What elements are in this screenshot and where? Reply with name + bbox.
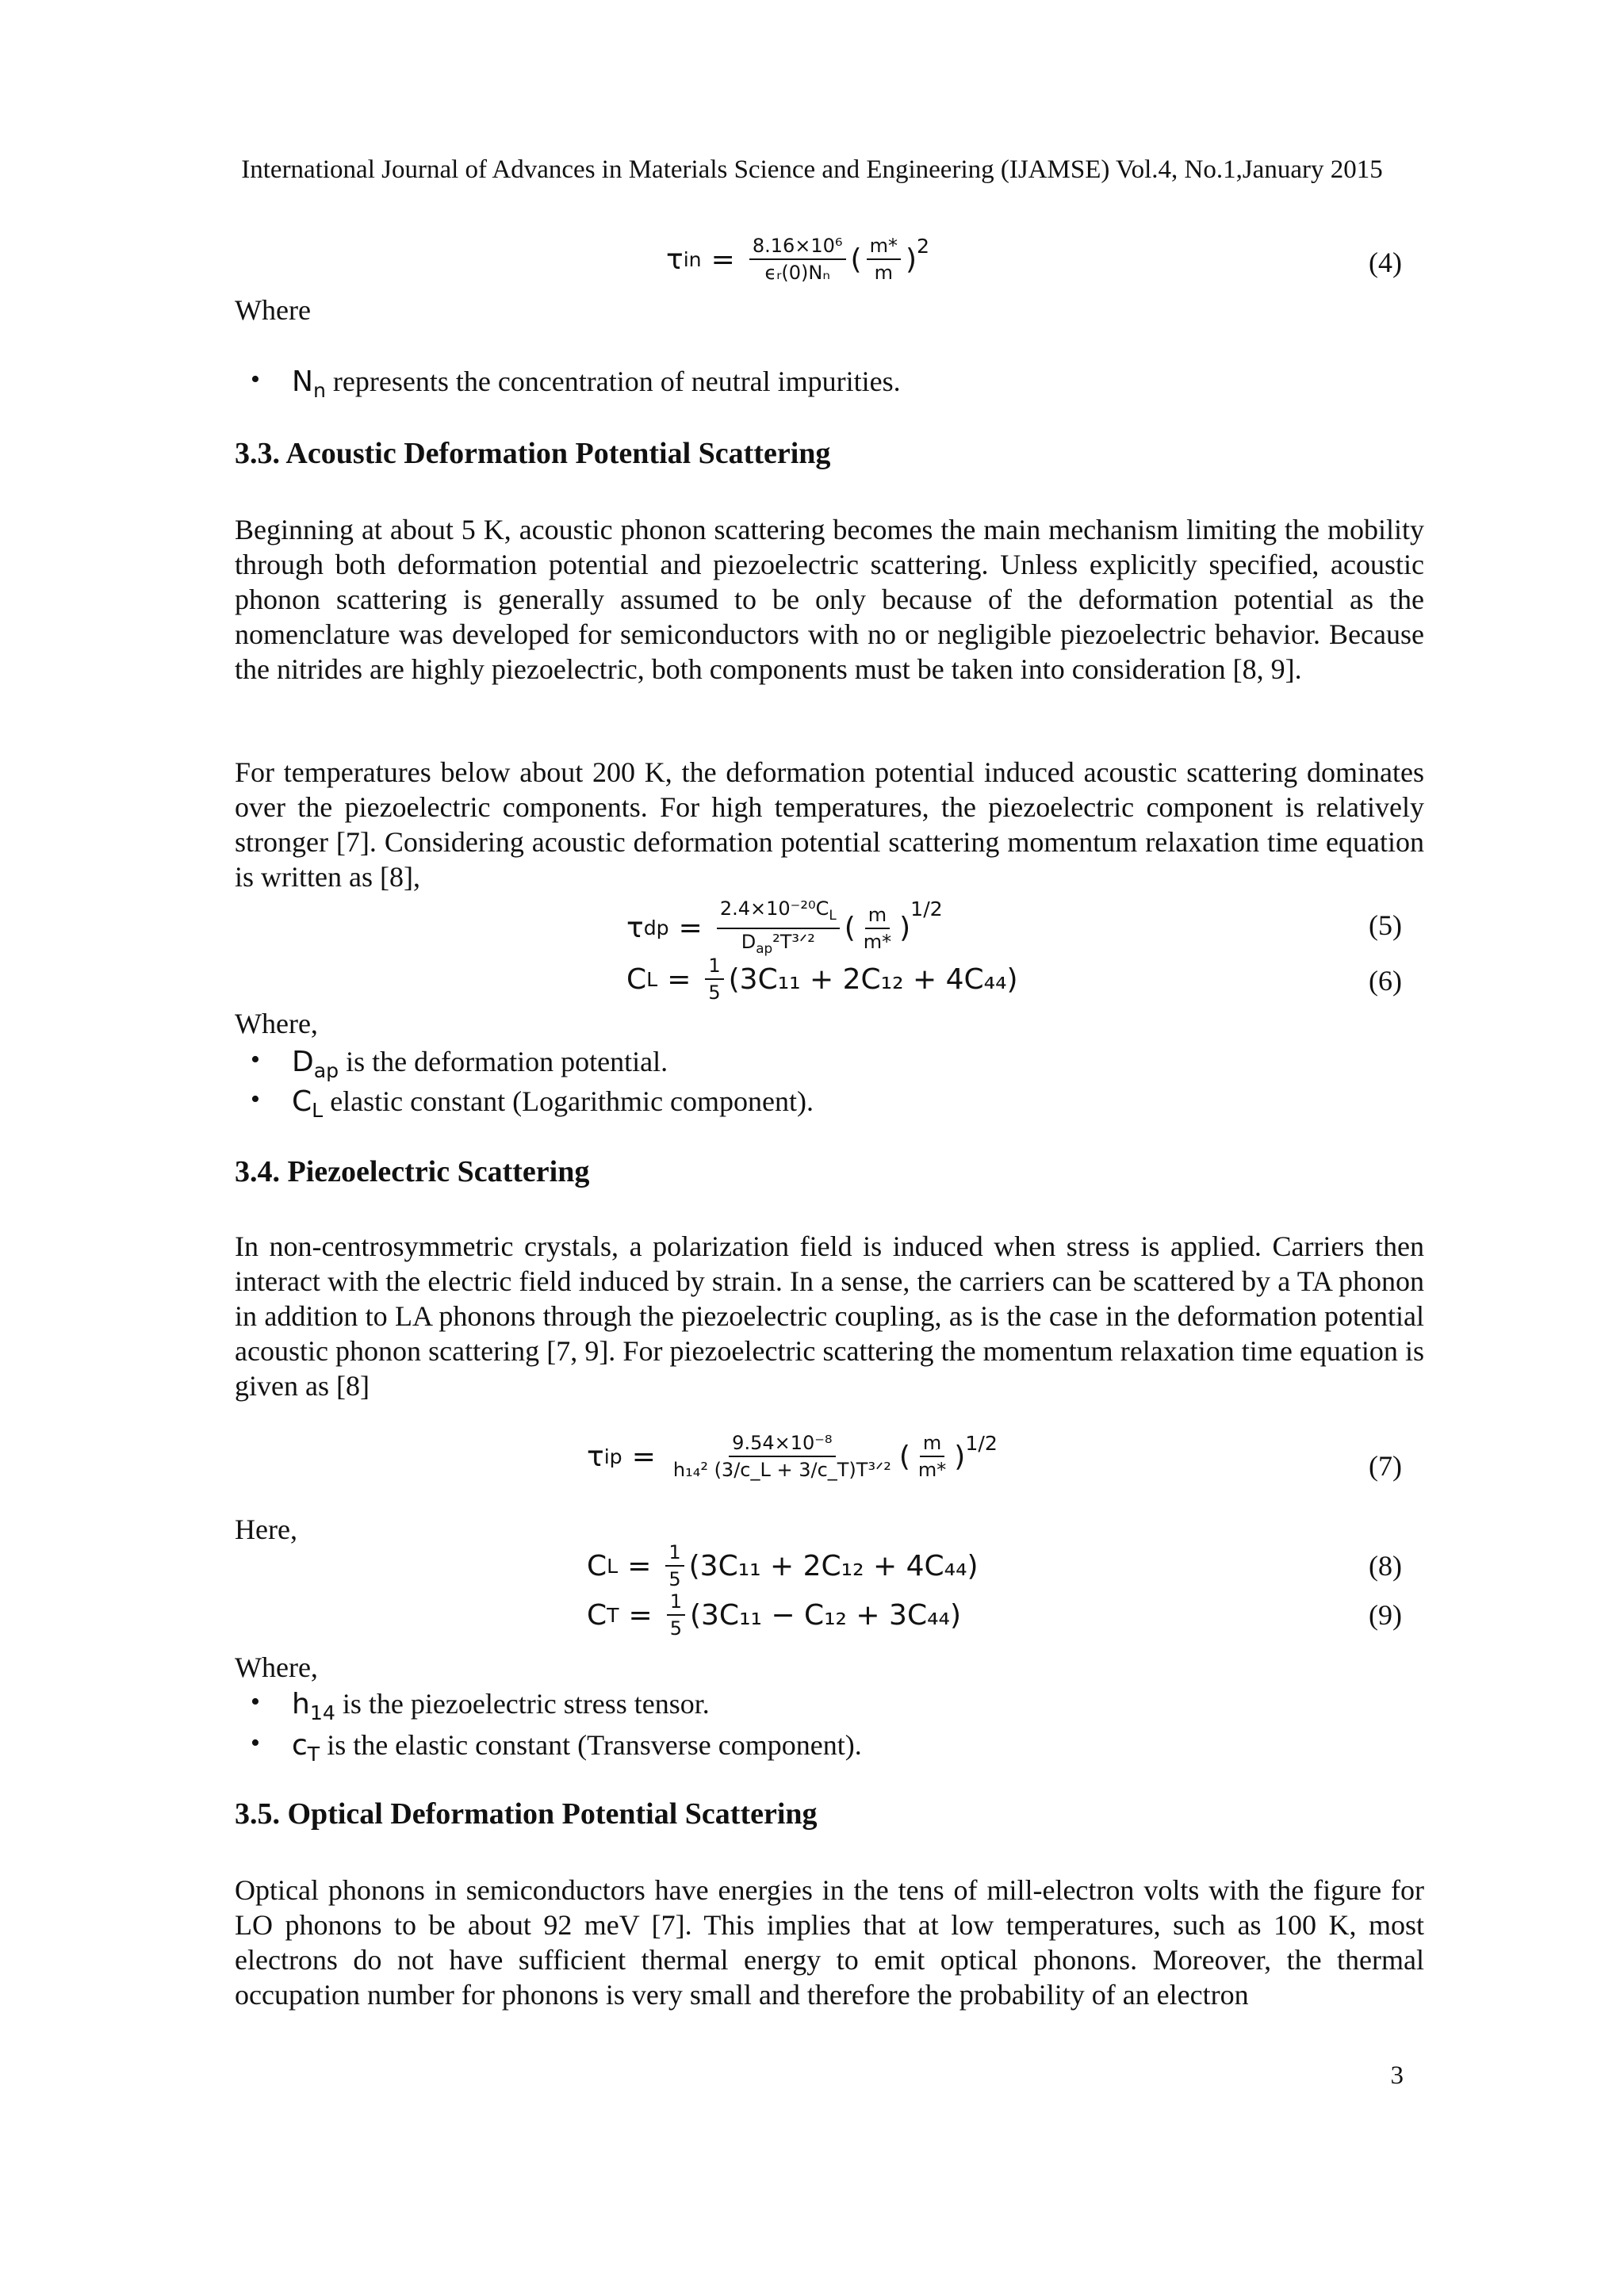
symbol-ct-sub: T xyxy=(307,1743,320,1766)
eq5-lhs-sub: dp xyxy=(643,916,669,940)
eq6-lhs: C xyxy=(626,962,647,996)
bullet-piezoelectric-tensor xyxy=(251,1687,710,1725)
bullet-dot: • xyxy=(251,1045,260,1074)
eq5-den-sub: ap xyxy=(756,939,773,956)
eq7-denominator: h₁₄² (3/c_L + 3/c_T)T³ᐟ² xyxy=(672,1459,891,1481)
eq7-numerator: 9.54×10⁻⁸ xyxy=(729,1432,835,1457)
equation-number-7: (7) xyxy=(1369,1450,1402,1482)
section-heading-3-4: 3.4. Piezoelectric Scattering xyxy=(235,1155,590,1188)
equation-number-6: (6) xyxy=(1369,965,1402,997)
equation-9: C T = $\frac{1}{5}$ (3C₁₁ − C₁₂ + 3C₄₄) xyxy=(587,1590,961,1640)
eq6-fraction xyxy=(705,955,723,1004)
eq4-paren-num: m* xyxy=(867,235,901,260)
paragraph-3-3-a: Beginning at about 5 K, acoustic phonon scattering becomes the main mechanism limiting the mobility through both deformation potential and piezoelectric scattering. Unless explicitly specified, acoustic phonon scattering is generally assumed to be only because of the deformation potential as the nomenclature was developed for semiconductors with no or negligible piezoelectric behavior. Because the nitrides are highly piezoelectric, both components must be taken into consideration [8, 9]. xyxy=(235,514,1424,685)
eq5-num-text: 2.4×10⁻²⁰C xyxy=(719,897,829,920)
eq9-lhs-sub: T xyxy=(607,1603,619,1627)
symbol-h14: h xyxy=(292,1688,310,1720)
eq4-exponent: 2 xyxy=(917,235,930,258)
eq9-lhs: C xyxy=(587,1598,607,1632)
bullet-elastic-constant-t xyxy=(251,1728,862,1766)
eq7-paren-fraction xyxy=(915,1432,949,1481)
bullet-dot: • xyxy=(251,365,260,394)
here-label: Here, xyxy=(235,1513,297,1545)
bullet-text: represents the concentration of neutral impurities. xyxy=(325,365,901,397)
bullet-text: elastic constant (Logarithmic component). xyxy=(323,1085,814,1117)
bullet-text: is the piezoelectric stress tensor. xyxy=(335,1688,710,1720)
bullet-dot: • xyxy=(251,1687,260,1716)
section-heading-3-3: 3.3. Acoustic Deformation Potential Scattering xyxy=(235,437,831,470)
eq7-paren-den: m* xyxy=(917,1459,947,1481)
symbol-nn: N xyxy=(292,365,313,398)
bullet-dot: • xyxy=(251,1085,260,1114)
page-number: 3 xyxy=(1390,2061,1404,2090)
eq7-lhs-sub: ip xyxy=(603,1445,622,1468)
bullet-elastic-constant-l xyxy=(251,1085,814,1123)
equation-4: τ in = $\frac{\text{8.16×10⁶}}{\text{ϵᵣ(0)Nₙ}}$ ( $\frac{m*}{m}$ ) $^2$ xyxy=(666,235,930,284)
equation-number-4: (4) xyxy=(1369,247,1402,278)
section-heading-3-5: 3.5. Optical Deformation Potential Scattering xyxy=(235,1797,818,1831)
eq9-rhs: (3C₁₁ − C₁₂ + 3C₄₄) xyxy=(689,1598,961,1632)
symbol-h14-sub: 14 xyxy=(309,1701,335,1725)
eq5-den-text: D xyxy=(741,930,756,953)
eq5-lhs: τ xyxy=(626,912,644,945)
eq5-num-sub: L xyxy=(829,906,837,923)
equation-number-8: (8) xyxy=(1369,1550,1402,1582)
eq5-exponent: 1/2 xyxy=(910,897,943,920)
eq4-lhs: τ xyxy=(666,243,684,276)
where-label-2: Where, xyxy=(235,1008,318,1039)
eq6-lhs-sub: L xyxy=(646,967,658,991)
eq8-rhs: (3C₁₁ + 2C₁₂ + 4C₄₄) xyxy=(688,1549,979,1582)
symbol-dap-sub: ap xyxy=(313,1059,339,1083)
eq5-paren-fraction xyxy=(860,904,894,953)
where-label-1: Where xyxy=(235,294,311,326)
equation-7: τ ip = $\frac{\text{9.54×10⁻⁸}}{\text{h₁₄² (3/c\_L + 3/c\_T)T³ᐟ²}}$ ( $\frac{m}{m*}$ ) $^{1/2}$ xyxy=(587,1432,998,1481)
eq8-frac-num: 1 xyxy=(665,1541,684,1567)
eq7-exponent: 1/2 xyxy=(965,1432,998,1455)
symbol-ct: c xyxy=(292,1729,308,1762)
eq4-numerator: 8.16×10⁶ xyxy=(749,235,846,260)
bullet-deformation-potential xyxy=(251,1045,668,1083)
symbol-cl: C xyxy=(292,1085,312,1118)
bullet-neutral-impurities xyxy=(251,365,901,403)
eq8-lhs-sub: L xyxy=(607,1554,619,1578)
bullet-dot: • xyxy=(251,1728,260,1758)
symbol-dap: D xyxy=(292,1046,314,1078)
equation-number-5: (5) xyxy=(1369,909,1402,941)
eq8-fraction xyxy=(665,1541,684,1590)
eq5-fraction xyxy=(717,897,840,959)
eq6-frac-num: 1 xyxy=(705,955,723,980)
symbol-nn-sub: n xyxy=(312,379,326,403)
eq5-numerator xyxy=(717,897,840,929)
eq7-fraction xyxy=(670,1432,894,1481)
eq4-fraction xyxy=(749,235,846,284)
running-header: International Journal of Advances in Materials Science and Engineering (IJAMSE) Vol.4, No.1,January 2015 xyxy=(241,155,1383,184)
eq6-frac-den: 5 xyxy=(708,982,721,1004)
eq9-frac-num: 1 xyxy=(667,1590,685,1616)
bullet-text: is the deformation potential. xyxy=(339,1046,668,1077)
eq7-lhs: τ xyxy=(587,1440,604,1473)
eq4-paren-den: m xyxy=(874,262,893,284)
symbol-cl-sub: L xyxy=(312,1099,324,1123)
eq4-paren-fraction xyxy=(867,235,901,284)
eq5-den-rest: ²T³ᐟ² xyxy=(772,930,815,953)
where-label-3: Where, xyxy=(235,1651,318,1683)
equation-6: C L = $\frac{1}{5}$ (3C₁₁ + 2C₁₂ + 4C₄₄) xyxy=(626,955,1018,1004)
eq5-paren-num: m xyxy=(865,904,890,929)
eq8-frac-den: 5 xyxy=(668,1568,681,1590)
eq9-fraction xyxy=(667,1590,685,1640)
eq6-rhs: (3C₁₁ + 2C₁₂ + 4C₄₄) xyxy=(728,962,1018,996)
eq4-lhs-sub: in xyxy=(683,247,702,271)
paragraph-3-4: In non-centrosymmetric crystals, a polarization field is induced when stress is applied. Carriers then interact with the electric field induced by strain. In a sense, the carriers can be scattered by a TA phonon in addition to LA phonons through the piezoelectric coupling, as is the case in the deformation potential acoustic phonon scattering [7, 9]. For piezoelectric scattering the momentum relaxation time equation is given as [8] xyxy=(235,1230,1424,1402)
eq7-paren-num: m xyxy=(920,1432,944,1457)
equation-number-9: (9) xyxy=(1369,1599,1402,1631)
eq5-paren-den: m* xyxy=(863,930,892,953)
eq9-frac-den: 5 xyxy=(669,1617,682,1640)
paragraph-3-5: Optical phonons in semiconductors have energies in the tens of mill-electron volts with the figure for LO phonons to be about 92 meV [7]. This implies that at low temperatures, such as 100 K, most electrons do not have sufficient thermal energy to emit optical phonons. Moreover, the thermal occupation number for phonons is very small and therefore the probability of an electron xyxy=(235,1874,1424,2011)
bullet-text: is the elastic constant (Transverse component). xyxy=(320,1729,862,1761)
paragraph-3-3-b: For temperatures below about 200 K, the deformation potential induced acoustic scattering dominates over the piezoelectric components. For high temperatures, the piezoelectric component is relatively stronger [7]. Considering acoustic deformation potential scattering momentum relaxation time equation is written as [8], xyxy=(235,756,1424,893)
equation-8: C L = $\frac{1}{5}$ (3C₁₁ + 2C₁₂ + 4C₄₄) xyxy=(587,1541,979,1590)
equation-5: τ dp = $\frac{2.4\times 10^{-20}C_L}{D_{ap}^2T^3ᐟ^2}$ ( $\frac{m}{m*}$ ) $^{1/2}$ xyxy=(626,897,943,959)
eq4-denominator: ϵᵣ(0)Nₙ xyxy=(764,262,830,284)
eq8-lhs: C xyxy=(587,1549,607,1582)
